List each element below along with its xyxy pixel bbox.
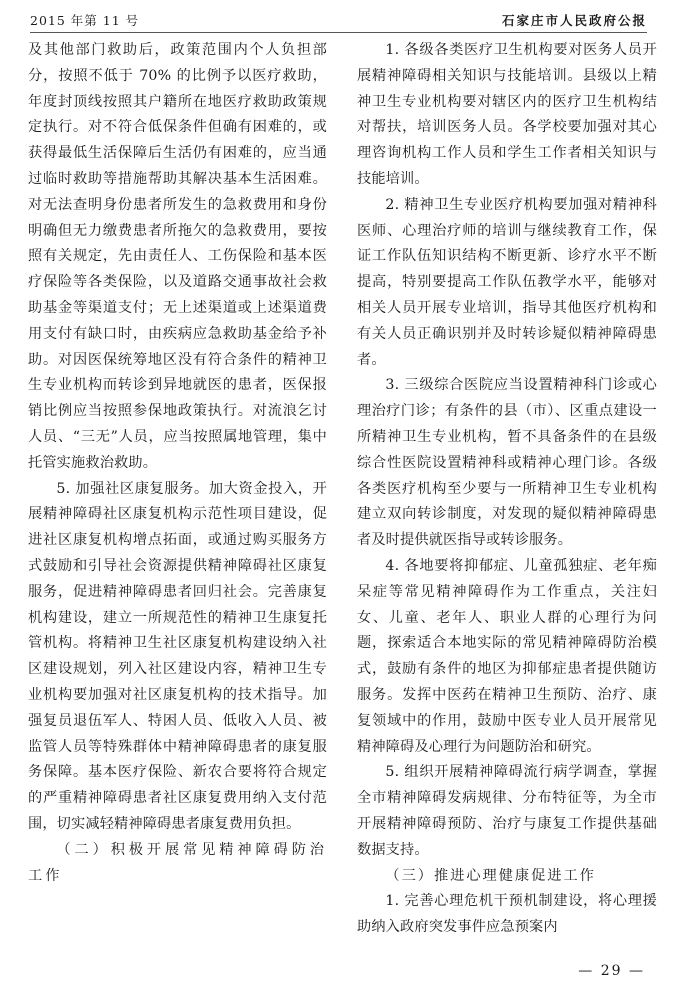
paragraph: 4. 各地要将抑郁症、儿童孤独症、老年痴呆症等常见精神障碍作为工作重点，关注妇女、儿童、老年人、职业人群的心理行为问题，探索适合本地实际的常见精神障碍防治模式，鼓励有条件的地区为抑郁症患者提供随访服务。发挥中医药在精神卫生预防、治疗、康复领域中的作用，鼓励中医专业人员开展常见精神障碍及心理行为问题防治和研究。	[357, 557, 657, 755]
paragraph: 5. 组织开展精神障碍流行病学调查，掌握全市精神障碍发病规律、分布特征等，为全市开展精神障碍预防、治疗与康复工作提供基础数据支持。	[357, 764, 657, 858]
paragraph: 3. 三级综合医院应当设置精神科门诊或心理治疗门诊；有条件的县（市）、区重点建设一所精神卫生专业机构，暂不具备条件的在县级综合性医院设置精神科或精神心理门诊。各级各类医疗机构至少要与一所精神卫生专业机构建立双向转诊制度，对发现的疑似精神障碍患者及时提供就医指导或转诊服务。	[357, 377, 657, 549]
page-number: — 29 —	[578, 963, 645, 979]
section-heading: （三）推进心理健康促进工作	[385, 867, 596, 884]
section-heading: （二）积极开展常见精神障碍防治工作	[28, 841, 327, 884]
issue-label: 2015 年第 11 号	[30, 13, 140, 28]
publication-title: 石家庄市人民政府公报	[501, 13, 647, 28]
page-header	[30, 6, 647, 33]
left-column	[28, 38, 327, 889]
paragraph: 2. 精神卫生专业医疗机构要加强对精神科医师、心理治疗师的培训与继续教育工作，保证工作队伍知识结构不断更新、诊疗水平不断提高，特别要提高工作队伍教学水平，能够对相关人员开展专业培训，指导其他医疗机构和有关人员正确识别并及时转诊疑似精神障碍患者。	[357, 196, 657, 368]
right-column	[357, 38, 657, 941]
paragraph: 及其他部门救助后，政策范围内个人负担部分，按照不低于 70% 的比例予以医疗救助，年度封顶线按照其户籍所在地医疗救助政策规定执行。对不符合低保条件但确有困难的，或获得最低生活保障后生活仍有困难的，应当通过临时救助等措施帮助其解决基本生活困难。对无法查明身份患者所发生的急救费用和身份明确但无力缴费患者所拖欠的急救费用，要按照有关规定，先由责任人、工伤保险和基本医疗保险等各类保险，以及道路交通事故社会救助基金等渠道支付；无上述渠道或上述渠道费用支付有缺口时，由疾病应急救助基金给予补助。对因医保统筹地区没有符合条件的精神卫生专业机构而转诊到异地就医的患者，医保报销比例应当按照参保地政策执行。对流浪乞讨人员、“三无”人员，应当按照属地管理，集中托管实施救治救助。	[28, 42, 327, 471]
paragraph: 1. 完善心理危机干预机制建设，将心理援助纳入政府突发事件应急预案内	[357, 893, 657, 936]
paragraph: 1. 各级各类医疗卫生机构要对医务人员开展精神障碍相关知识与技能培训。县级以上精神卫生专业机构要对辖区内的医疗卫生机构结对帮扶，培训医务人员。各学校要加强对其心理咨询机构工作人员和学生工作者相关知识与技能培训。	[357, 42, 657, 187]
paragraph: 5. 加强社区康复服务。加大资金投入，开展精神障碍社区康复机构示范性项目建设，促进社区康复机构增点拓面，或通过购买服务方式鼓励和引导社会资源提供精神障碍社区康复服务，促进精神障碍患者回归社会。完善康复机构建设，建立一所规范性的精神卫生康复托管机构。将精神卫生社区康复机构建设纳入社区建设规划，列入社区建设内容，精神卫生专业机构要加强对社区康复机构的技术指导。加强复员退伍军人、特困人员、低收入人员、被监管人员等特殊群体中精神障碍患者的康复服务保障。基本医疗保险、新农合要将符合规定的严重精神障碍患者社区康复费用纳入支付范围，切实减轻精神障碍患者康复费用负担。	[28, 480, 327, 832]
